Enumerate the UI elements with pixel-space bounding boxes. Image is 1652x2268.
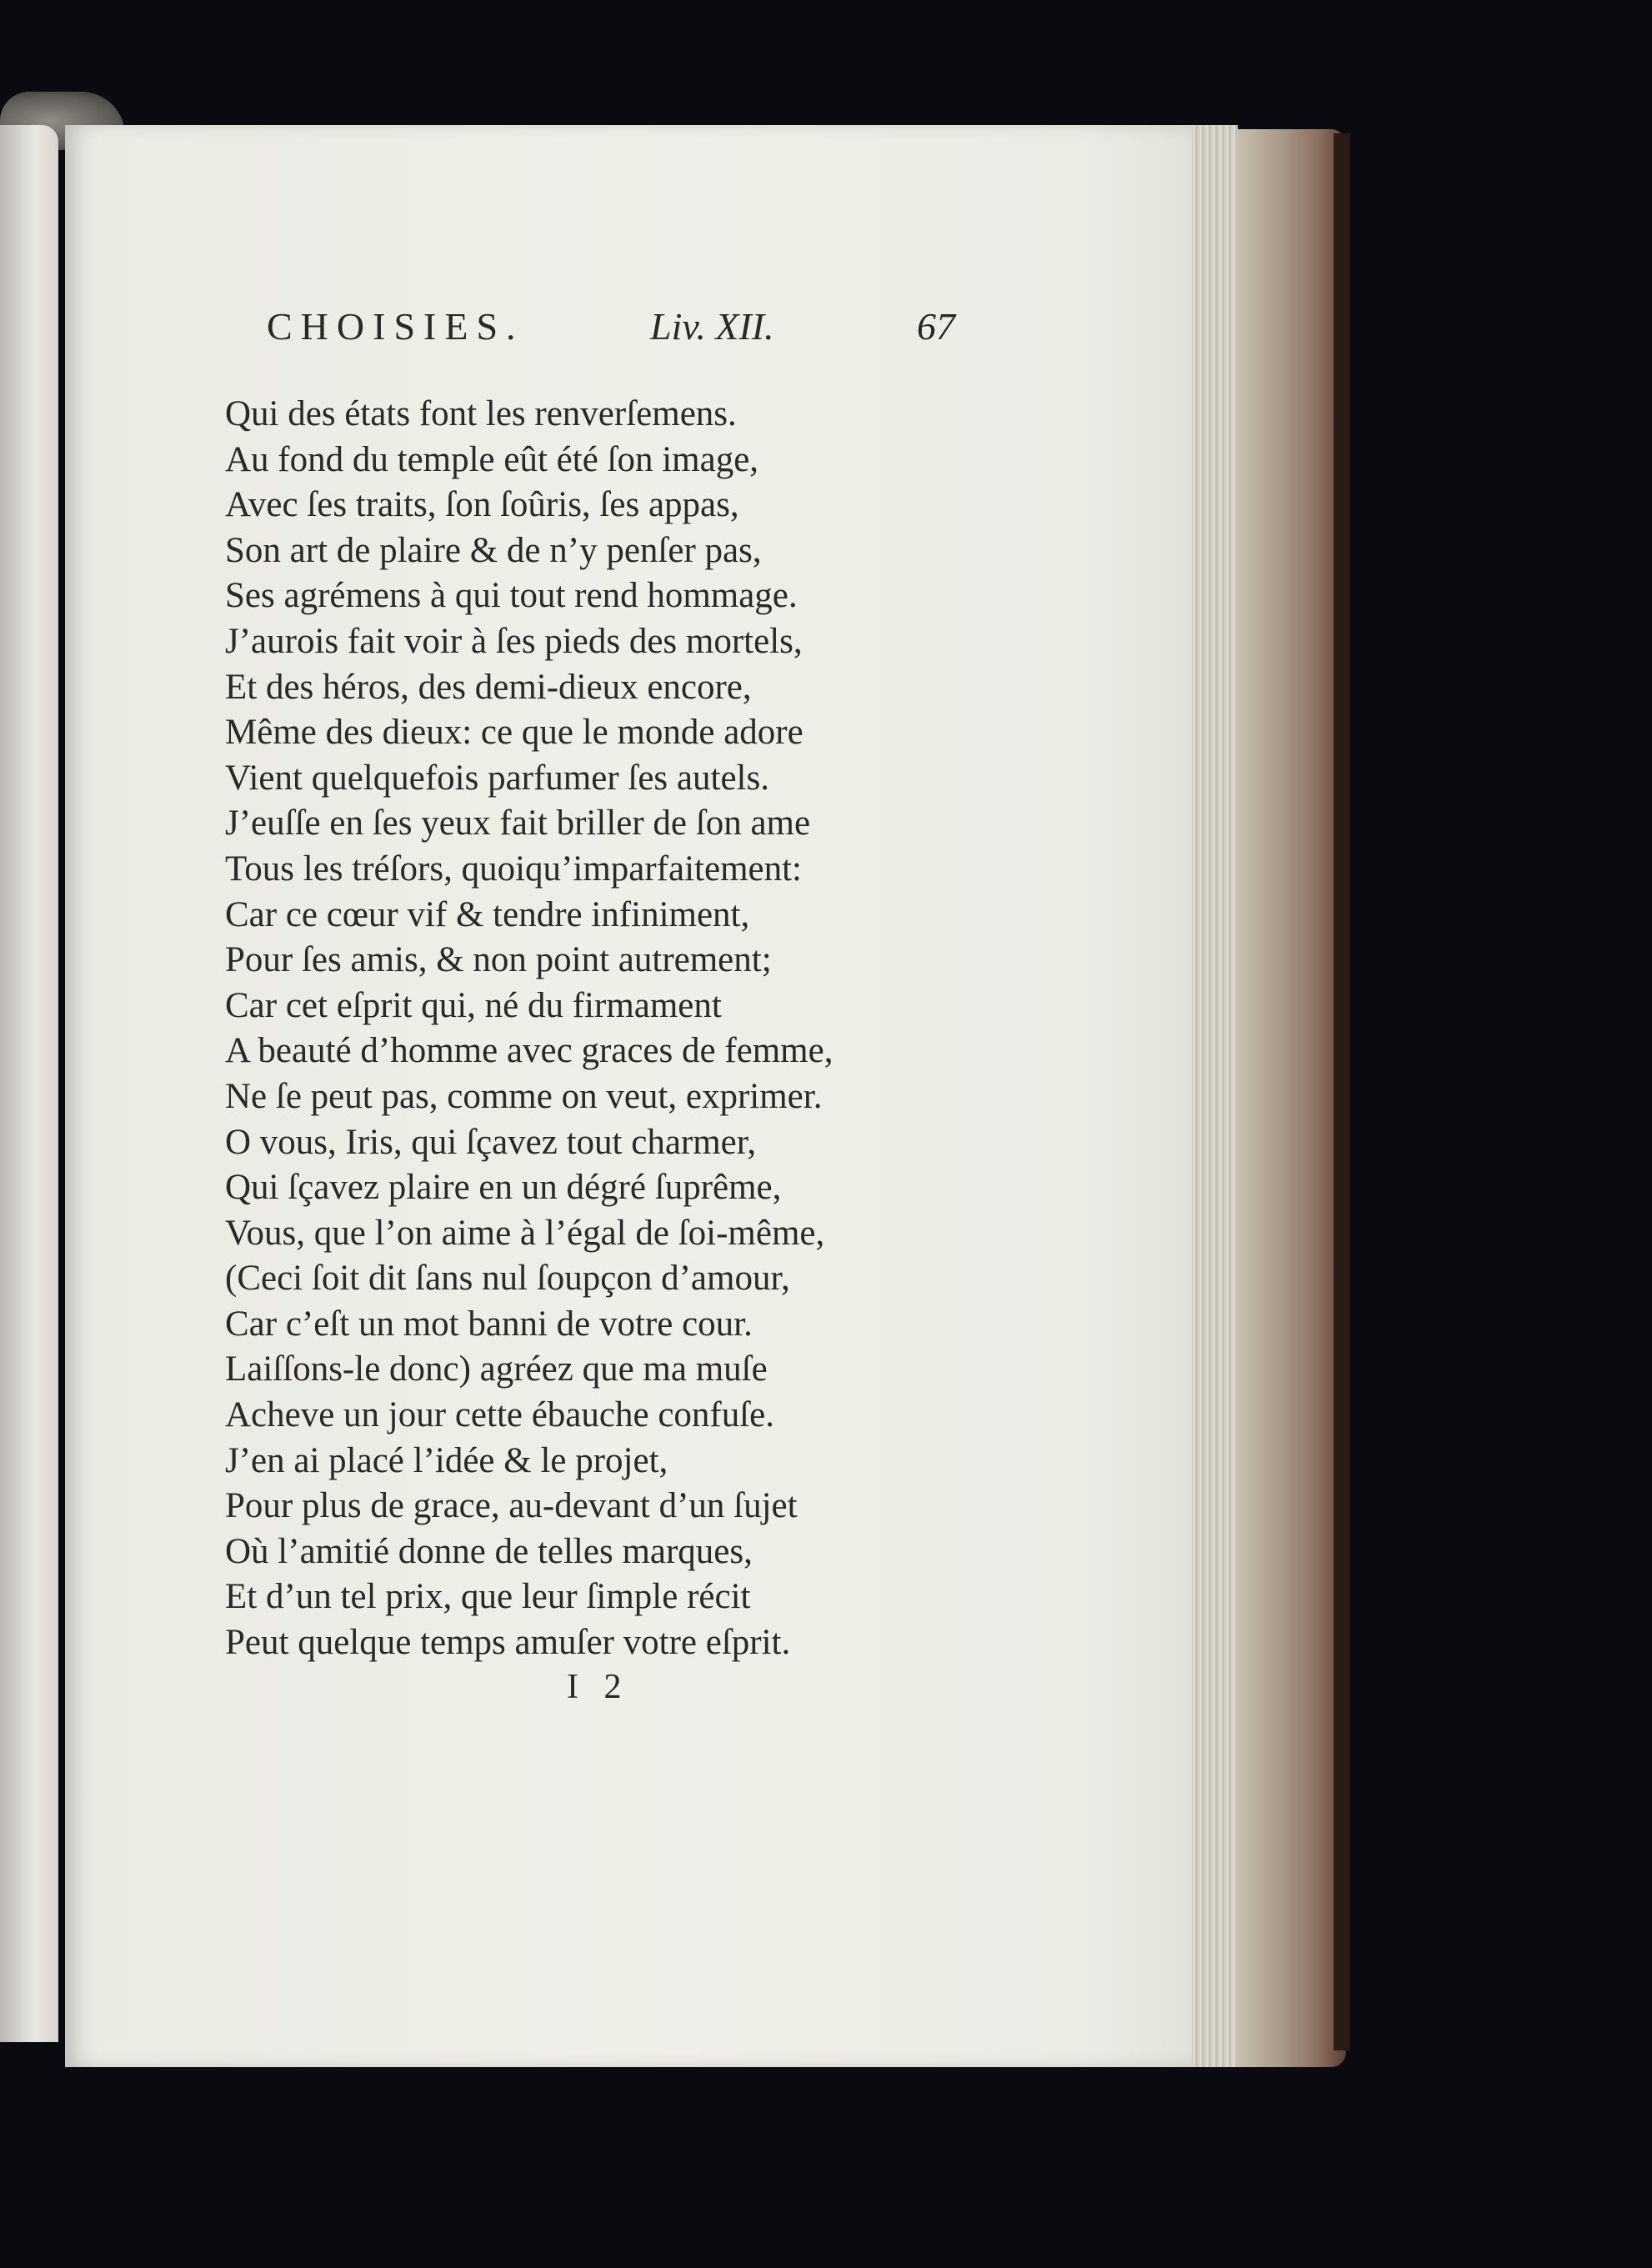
verse-line: Acheve un jour cette ébauche confuſe. xyxy=(225,1395,775,1435)
verse-line: Où l’amitié donne de telles marques, xyxy=(225,1531,753,1571)
verse-line: Ses agrémens à qui tout rend hommage. xyxy=(225,576,798,616)
verse-line: Et des héros, des demi-dieux encore, xyxy=(225,667,752,707)
signature-mark: I 2 xyxy=(567,1668,630,1706)
running-head-title: CHOISIES. xyxy=(267,305,524,348)
running-head xyxy=(267,304,967,363)
page-fore-edge xyxy=(1192,125,1238,2067)
verse-line: Car cet eſprit qui, né du firmament xyxy=(225,985,722,1025)
verse-line: Car c’eſt un mot banni de votre cour. xyxy=(225,1304,753,1344)
left-page-edge xyxy=(0,125,58,2042)
verse-line: O vous, Iris, qui ſçavez tout charmer, xyxy=(225,1122,757,1162)
verse-line: Peut quelque temps amuſer votre eſprit. xyxy=(225,1623,791,1663)
cover-shadow xyxy=(1334,133,1350,2050)
running-head-book: Liv. XII. xyxy=(650,305,774,348)
verse-line: J’euſſe en ſes yeux fait briller de ſon ame xyxy=(225,804,811,844)
verse-line: Pour ſes amis, & non point autrement; xyxy=(225,940,772,980)
verse-line: Pour plus de grace, au-devant d’un ſujet xyxy=(225,1486,798,1526)
verse-line: Ne ſe peut pas, comme on veut, exprimer. xyxy=(225,1076,823,1116)
verse-line: Son art de plaire & de n’y penſer pas, xyxy=(225,530,762,570)
verse-line: Et d’un tel prix, que leur ſimple récit xyxy=(225,1577,751,1617)
verse-line: J’en ai placé l’idée & le projet, xyxy=(225,1440,668,1480)
verse-line: A beauté d’homme avec graces de femme, xyxy=(225,1031,834,1071)
book-cover-edge xyxy=(1238,129,1346,2067)
verse-line: Vous, que l’on aime à l’égal de ſoi-même, xyxy=(225,1213,825,1253)
verse-line: Avec ſes traits, ſon ſoûris, ſes appas, xyxy=(225,485,739,525)
verse-line: Même des dieux: ce que le monde adore xyxy=(225,713,803,753)
page-number: 67 xyxy=(917,305,955,348)
verse-line: Tous les tréſors, quoiqu’imparfaitement: xyxy=(225,849,802,889)
verse-line: Vient quelquefois parfumer ſes autels. xyxy=(225,758,769,798)
verse-line: Qui ſçavez plaire en un dégré ſuprême, xyxy=(225,1168,782,1208)
verse-line: Au fond du temple eût été ſon image, xyxy=(225,439,759,479)
verse-line: Laiſſons-le donc) agréez que ma muſe xyxy=(225,1349,768,1389)
verse-text xyxy=(225,392,975,1666)
verse-line: Qui des états font les renverſemens. xyxy=(225,394,737,433)
verse-line: (Ceci ſoit dit ſans nul ſoupçon d’amour, xyxy=(225,1259,790,1299)
verse-line: Car ce cœur vif & tendre infiniment, xyxy=(225,894,750,934)
verse-line: J’aurois fait voir à ſes pieds des mortels, xyxy=(225,621,803,661)
